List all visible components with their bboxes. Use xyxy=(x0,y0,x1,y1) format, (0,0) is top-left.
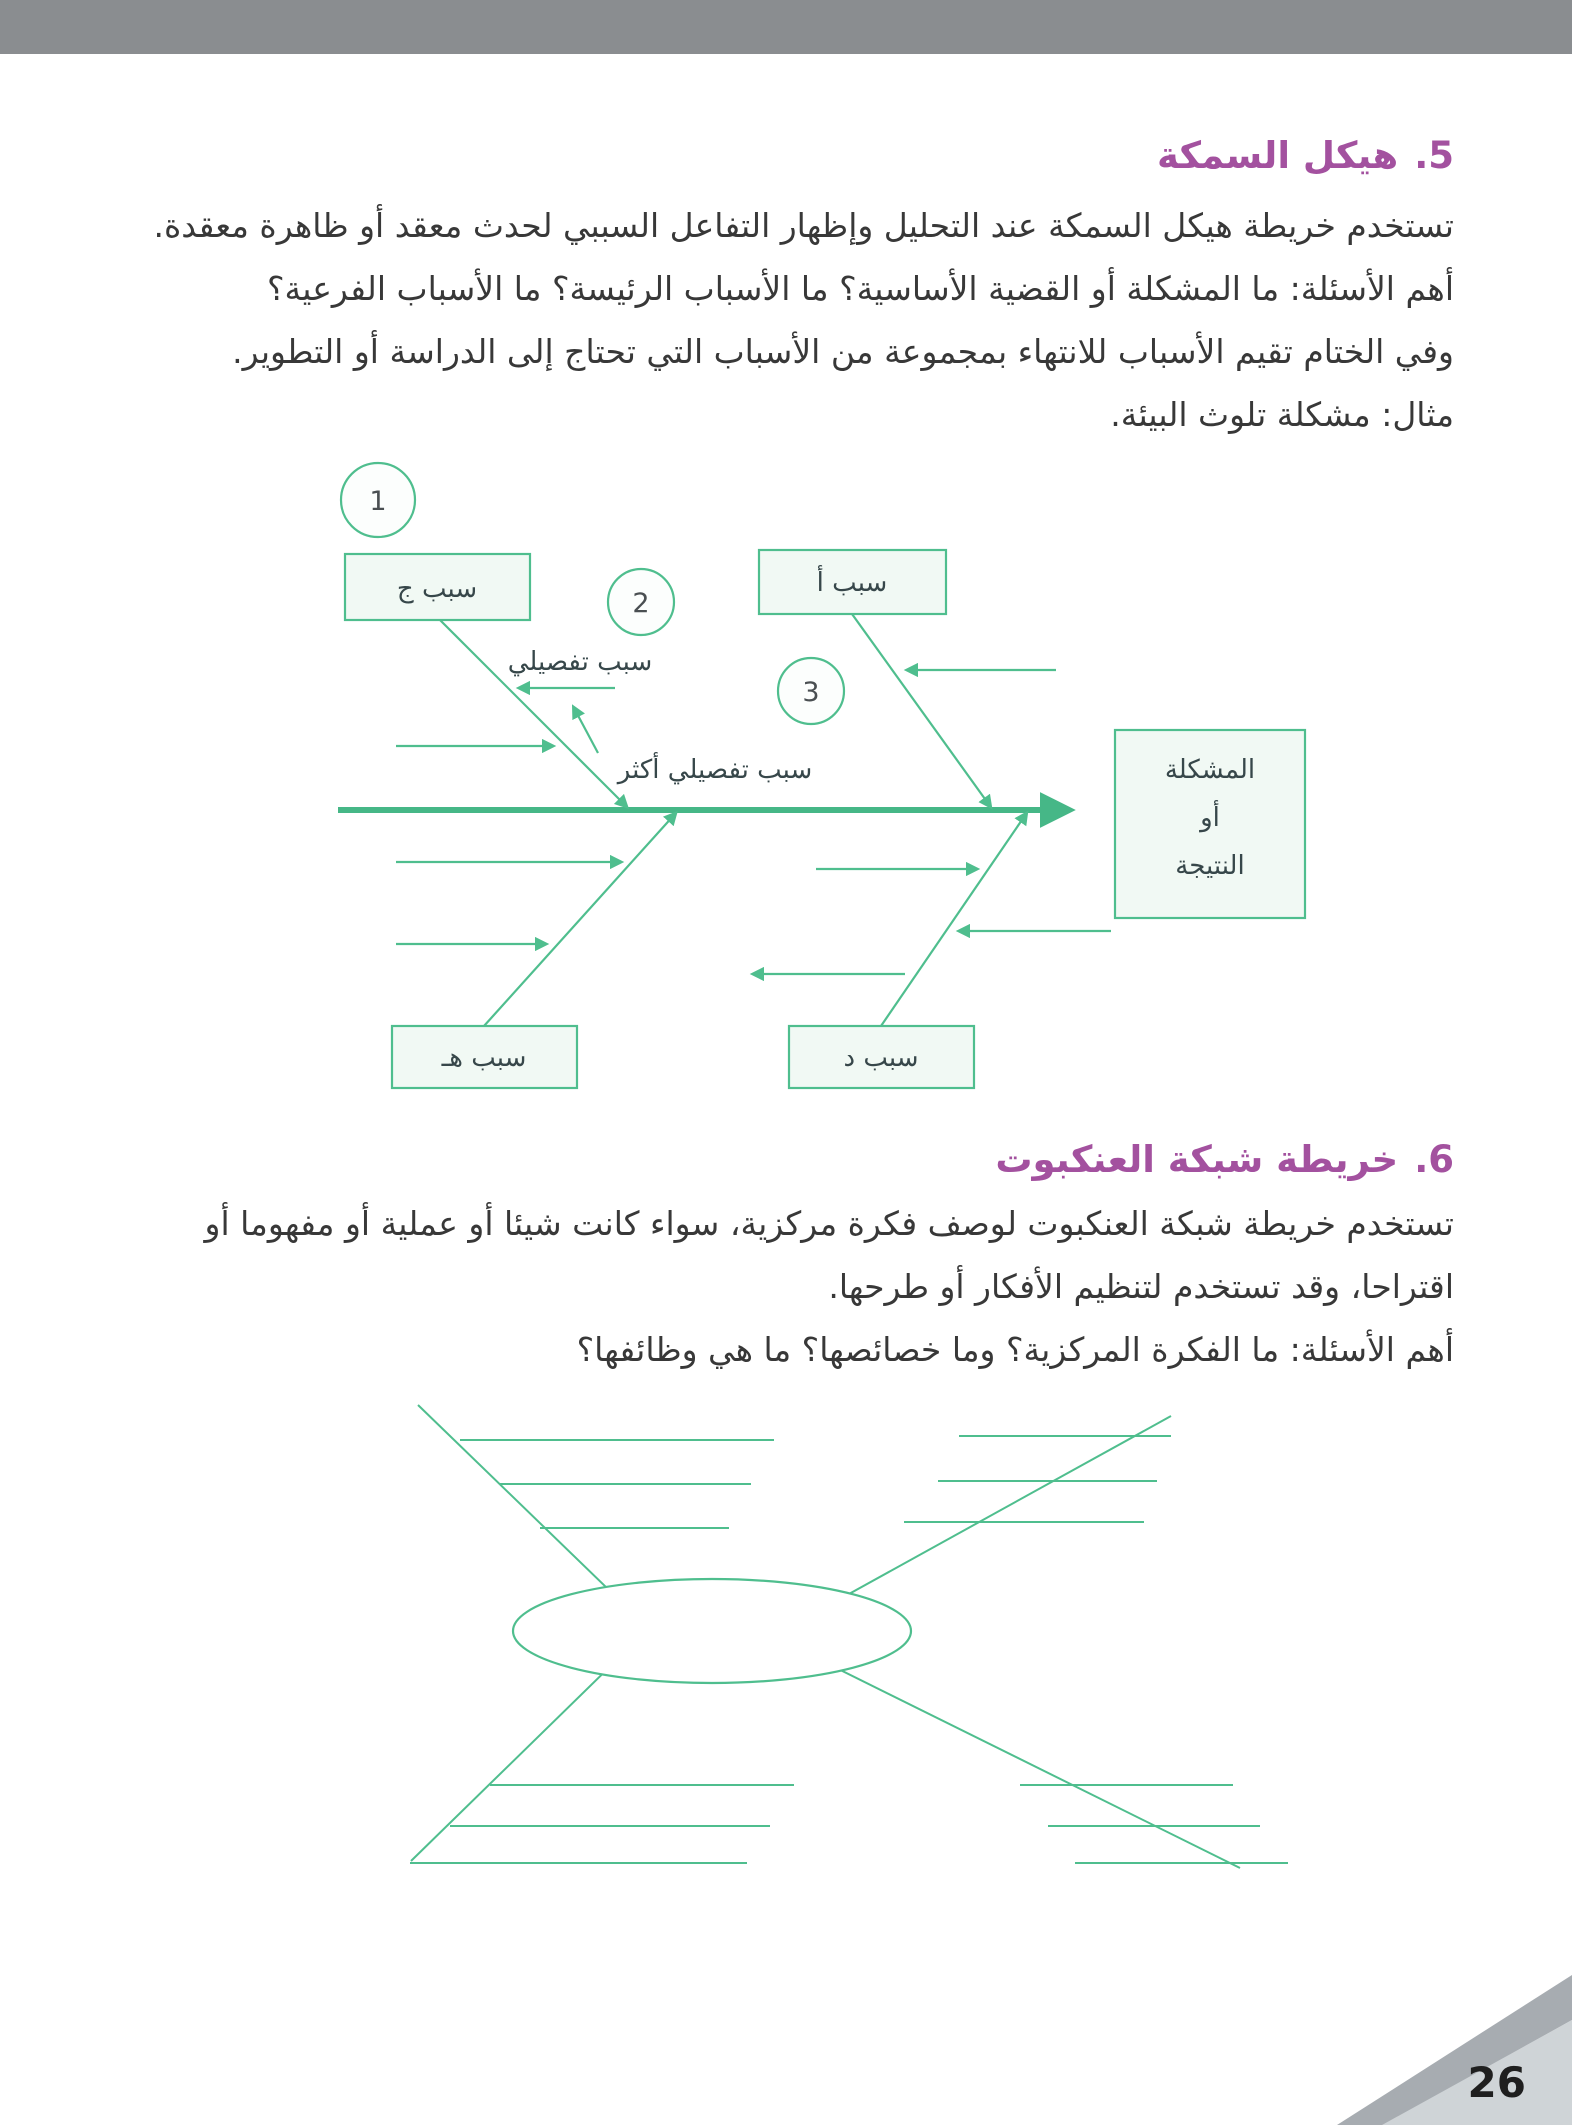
paragraph-line: مثال: مشكلة تلوث البيئة. xyxy=(1110,395,1454,434)
spider-center-ellipse xyxy=(513,1579,911,1683)
fishbone-diagram xyxy=(330,458,1330,1108)
paragraph-line: أهم الأسئلة: ما الفكرة المركزية؟ وما خصائصها؟ ما هي وظائفها؟ xyxy=(576,1330,1454,1369)
section5-heading xyxy=(1157,134,1454,177)
section6-number: 6. xyxy=(1414,1138,1454,1181)
section5-paragraph xyxy=(109,194,1454,446)
result-line-2: أو xyxy=(1200,803,1220,833)
cause-d-label: سبب د xyxy=(843,1043,919,1073)
cause-a-label: سبب أ xyxy=(816,568,888,598)
result-line-3: النتيجة xyxy=(1175,851,1245,881)
section5-title: هيكل السمكة xyxy=(1157,134,1399,177)
detail-cause-label: سبب تفصيلي xyxy=(507,647,653,677)
fishbone-detail-arrows xyxy=(396,670,1111,974)
page-header-bar xyxy=(0,0,1572,54)
section6-heading xyxy=(995,1138,1454,1181)
cause-c-label: سبب ج xyxy=(396,574,478,604)
paragraph-line: اقتراحا، وقد تستخدم لتنظيم الأفكار أو طرحها. xyxy=(828,1267,1454,1306)
step-number-1: 1 xyxy=(369,486,387,517)
spider-web-diagram xyxy=(400,1395,1300,1895)
step-number-3: 3 xyxy=(802,677,820,708)
paragraph-line: وفي الختام تقيم الأسباب للانتهاء بمجموعة من الأسباب التي تحتاج إلى الدراسة أو التطوير. xyxy=(232,332,1454,371)
paragraph-line: تستخدم خريطة شبكة العنكبوت لوصف فكرة مركزية، سواء كانت شيئا أو عملية أو مفهوما أو xyxy=(204,1204,1454,1243)
paragraph-line: أهم الأسئلة: ما المشكلة أو القضية الأساسية؟ ما الأسباب الرئيسة؟ ما الأسباب الفرعية؟ xyxy=(267,269,1454,308)
page-number: 26 xyxy=(1467,2058,1526,2107)
step-number-2: 2 xyxy=(632,588,650,619)
cause-e-label: سبب هـ xyxy=(441,1043,527,1073)
result-line-1: المشكلة xyxy=(1164,755,1256,785)
more-detail-cause-label: سبب تفصيلي أكثر xyxy=(617,755,813,785)
section5-number: 5. xyxy=(1414,134,1454,177)
paragraph-line: تستخدم خريطة هيكل السمكة عند التحليل وإظهار التفاعل السببي لحدث معقد أو ظاهرة معقدة. xyxy=(153,206,1454,245)
section6-title: خريطة شبكة العنكبوت xyxy=(995,1138,1399,1181)
section6-paragraph xyxy=(109,1192,1454,1381)
